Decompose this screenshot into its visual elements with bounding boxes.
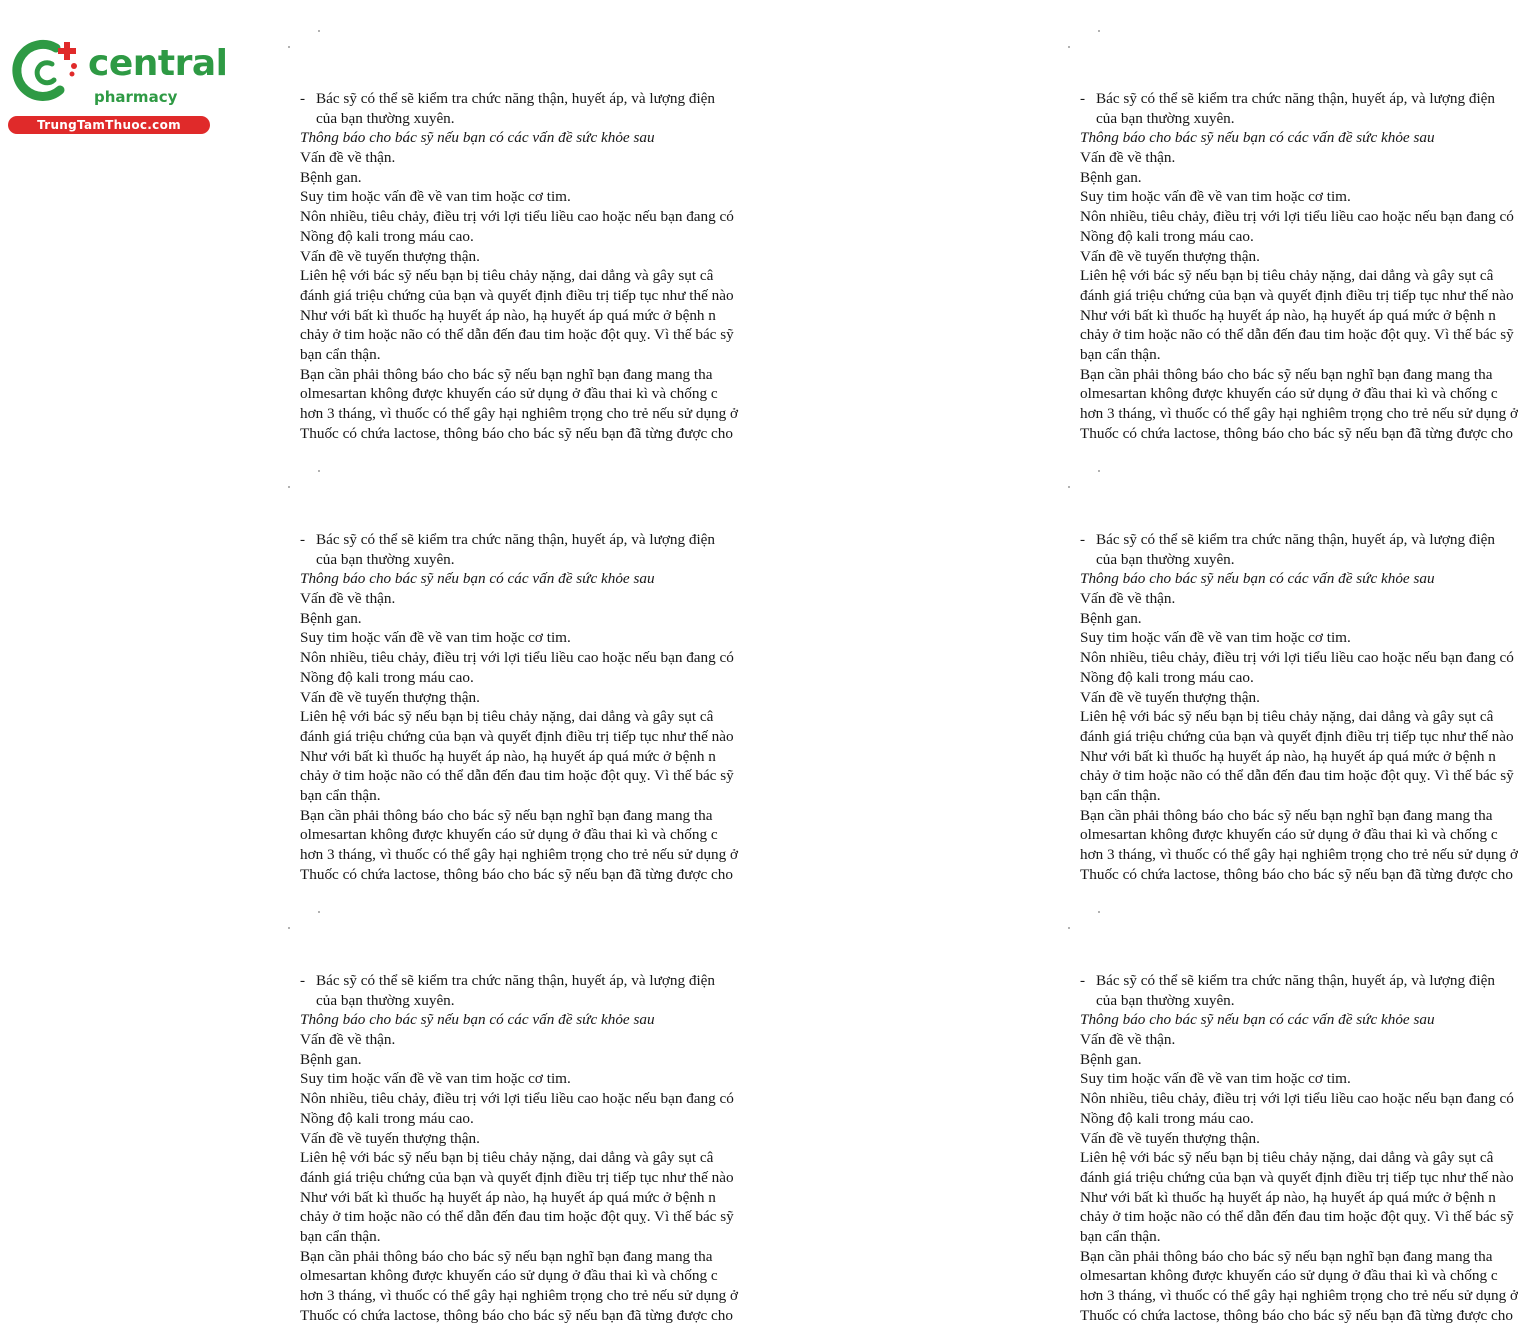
scan-speck — [1068, 486, 1070, 488]
document-line: Vấn đề về thận. — [300, 149, 396, 167]
document-line: Thuốc có chứa lactose, thông báo cho bác sỹ nếu bạn đã từng được cho — [1080, 424, 1513, 442]
document-line: Thuốc có chứa lactose, thông báo cho bác sỹ nếu bạn đã từng được cho — [300, 1306, 733, 1324]
document-line: chảy ở tim hoặc não có thể dẫn đến đau tim hoặc đột quỵ. Vì thế bác sỹ — [1080, 1208, 1514, 1226]
bullet-dash: - — [1080, 531, 1086, 548]
document-line: bạn cẩn thận. — [1080, 786, 1161, 804]
document-line: bạn cẩn thận. — [300, 786, 381, 804]
document-line: Bệnh gan. — [300, 609, 362, 627]
document-line: hơn 3 tháng, vì thuốc có thể gây hại nghiêm trọng cho trẻ nếu sử dụng ở — [1080, 405, 1518, 422]
document-line: hơn 3 tháng, vì thuốc có thể gây hại nghiêm trọng cho trẻ nếu sử dụng ở — [1080, 846, 1518, 863]
document-line: Thuốc có chứa lactose, thông báo cho bác sỹ nếu bạn đã từng được cho — [1080, 1306, 1513, 1324]
document-line: Như với bất kì thuốc hạ huyết áp nào, hạ huyết áp quá mức ở bệnh n — [300, 747, 716, 765]
document-line: Nôn nhiều, tiêu chảy, điều trị với lợi tiểu liều cao hoặc nếu bạn đang có — [300, 649, 734, 667]
document-line: Thông báo cho bác sỹ nếu bạn có các vấn đề sức khỏe sau — [1080, 1011, 1435, 1029]
brand-logo[interactable] — [8, 36, 228, 136]
document-line: Thông báo cho bác sỹ nếu bạn có các vấn đề sức khỏe sau — [1080, 570, 1435, 588]
document-line: Bệnh gan. — [1080, 1050, 1142, 1068]
document-line: Liên hệ với bác sỹ nếu bạn bị tiêu chảy nặng, dai dẳng và gây sụt câ — [1080, 1149, 1494, 1167]
document-line: Thông báo cho bác sỹ nếu bạn có các vấn đề sức khỏe sau — [300, 129, 655, 147]
document-line: của bạn thường xuyên. — [316, 991, 455, 1009]
document-line: Suy tim hoặc vấn đề về van tim hoặc cơ tim. — [1080, 629, 1351, 647]
logo-name: central — [88, 43, 228, 84]
document-line: Suy tim hoặc vấn đề về van tim hoặc cơ tim. — [300, 1070, 571, 1088]
document-line: Bệnh gan. — [1080, 609, 1142, 627]
document-line: Bệnh gan. — [300, 168, 362, 186]
document-line: olmesartan không được khuyến cáo sử dụng ở đầu thai kì và chống c — [300, 826, 718, 844]
document-line: bạn cẩn thận. — [300, 1227, 381, 1245]
document-line: Như với bất kì thuốc hạ huyết áp nào, hạ huyết áp quá mức ở bệnh n — [1080, 306, 1496, 324]
document-line: Bệnh gan. — [300, 1050, 362, 1068]
document-line: Bạn cần phải thông báo cho bác sỹ nếu bạn nghĩ bạn đang mang tha — [1080, 1247, 1493, 1265]
bullet-dash: - — [300, 90, 306, 107]
document-line: olmesartan không được khuyến cáo sử dụng ở đầu thai kì và chống c — [300, 385, 718, 403]
document-line: chảy ở tim hoặc não có thể dẫn đến đau tim hoặc đột quỵ. Vì thế bác sỹ — [1080, 326, 1514, 344]
document-line-text: Bác sỹ có thể sẽ kiểm tra chức năng thận, huyết áp, và lượng điện — [1096, 972, 1495, 989]
logo-website-badge[interactable]: TrungTamThuoc.com — [8, 116, 210, 134]
scan-speck — [1098, 911, 1100, 913]
logo-subtitle: pharmacy — [94, 88, 178, 106]
document-line: Như với bất kì thuốc hạ huyết áp nào, hạ huyết áp quá mức ở bệnh n — [1080, 747, 1496, 765]
document-line: Vấn đề về thận. — [1080, 149, 1176, 167]
scan-speck — [1068, 46, 1070, 48]
document-line: Nồng độ kali trong máu cao. — [1080, 227, 1254, 245]
document-block-3 — [300, 971, 782, 1331]
document-line: Suy tim hoặc vấn đề về van tim hoặc cơ tim. — [300, 188, 571, 206]
document-line: Thuốc có chứa lactose, thông báo cho bác sỹ nếu bạn đã từng được cho — [300, 424, 733, 442]
document-line: Vấn đề về tuyến thượng thận. — [1080, 688, 1260, 706]
scan-speck — [288, 46, 290, 48]
scan-speck — [1098, 30, 1100, 32]
document-line: hơn 3 tháng, vì thuốc có thể gây hại nghiêm trọng cho trẻ nếu sử dụng ở — [300, 846, 739, 863]
document-line: Thuốc có chứa lactose, thông báo cho bác sỹ nếu bạn đã từng được cho — [1080, 865, 1513, 883]
document-line: hơn 3 tháng, vì thuốc có thể gây hại nghiêm trọng cho trẻ nếu sử dụng ở — [300, 405, 739, 422]
document-line: Liên hệ với bác sỹ nếu bạn bị tiêu chảy nặng, dai dẳng và gây sụt câ — [1080, 267, 1494, 285]
document-line: Nồng độ kali trong máu cao. — [1080, 1109, 1254, 1127]
document-line — [300, 89, 782, 109]
document-line: Nôn nhiều, tiêu chảy, điều trị với lợi tiểu liều cao hoặc nếu bạn đang có — [1080, 649, 1514, 667]
bullet-dash: - — [300, 531, 306, 548]
document-line — [1080, 530, 1495, 550]
document-block-4 — [1080, 89, 1518, 449]
scan-speck — [288, 927, 290, 929]
scan-speck — [318, 911, 320, 913]
document-line: Vấn đề về thận. — [1080, 590, 1176, 608]
document-line: của bạn thường xuyên. — [1096, 109, 1235, 127]
document-line: Suy tim hoặc vấn đề về van tim hoặc cơ tim. — [1080, 1070, 1351, 1088]
document-line: Vấn đề về tuyến thượng thận. — [300, 247, 480, 265]
document-line: Bạn cần phải thông báo cho bác sỹ nếu bạn nghĩ bạn đang mang tha — [1080, 806, 1493, 824]
document-line: Vấn đề về tuyến thượng thận. — [300, 688, 480, 706]
scan-speck — [318, 30, 320, 32]
document-line: Nồng độ kali trong máu cao. — [300, 668, 474, 686]
document-block-5 — [1080, 530, 1518, 890]
document-line: Vấn đề về tuyến thượng thận. — [300, 1129, 480, 1147]
document-line: Bạn cần phải thông báo cho bác sỹ nếu bạn nghĩ bạn đang mang tha — [300, 1247, 713, 1265]
document-line: của bạn thường xuyên. — [1096, 991, 1235, 1009]
document-line: Liên hệ với bác sỹ nếu bạn bị tiêu chảy nặng, dai dẳng và gây sụt câ — [300, 267, 714, 285]
document-line: Nôn nhiều, tiêu chảy, điều trị với lợi tiểu liều cao hoặc nếu bạn đang có — [300, 208, 734, 226]
document-line: Nồng độ kali trong máu cao. — [300, 1109, 474, 1127]
document-line: Như với bất kì thuốc hạ huyết áp nào, hạ huyết áp quá mức ở bệnh n — [300, 306, 716, 324]
document-line: Như với bất kì thuốc hạ huyết áp nào, hạ huyết áp quá mức ở bệnh n — [1080, 1188, 1496, 1206]
document-line: Vấn đề về thận. — [1080, 1031, 1176, 1049]
document-line: của bạn thường xuyên. — [316, 550, 455, 568]
document-line: chảy ở tim hoặc não có thể dẫn đến đau tim hoặc đột quỵ. Vì thế bác sỹ — [300, 326, 734, 344]
document-line: Nồng độ kali trong máu cao. — [1080, 668, 1254, 686]
document-line: hơn 3 tháng, vì thuốc có thể gây hại nghiêm trọng cho trẻ nếu sử dụng ở — [300, 1287, 739, 1304]
bullet-dash: - — [300, 972, 306, 989]
document-line: Vấn đề về tuyến thượng thận. — [1080, 247, 1260, 265]
document-line: Nôn nhiều, tiêu chảy, điều trị với lợi tiểu liều cao hoặc nếu bạn đang có — [300, 1090, 734, 1108]
document-line: đánh giá triệu chứng của bạn và quyết định điều trị tiếp tục như thế nào — [300, 727, 734, 745]
document-line: Suy tim hoặc vấn đề về van tim hoặc cơ tim. — [300, 629, 571, 647]
scan-speck — [288, 486, 290, 488]
document-line: Nồng độ kali trong máu cao. — [300, 227, 474, 245]
scan-speck — [1068, 927, 1070, 929]
document-line-text: Bác sỹ có thể sẽ kiểm tra chức năng thận, huyết áp, và lượng điện — [1096, 531, 1495, 548]
document-line: Nôn nhiều, tiêu chảy, điều trị với lợi tiểu liều cao hoặc nếu bạn đang có — [1080, 1090, 1514, 1108]
document-line-text: Bác sỹ có thể sẽ kiểm tra chức năng thận, huyết áp, và lượng điện — [316, 90, 715, 107]
central-pharmacy-logo-icon — [12, 38, 84, 104]
scan-speck — [1098, 470, 1100, 472]
document-line: Suy tim hoặc vấn đề về van tim hoặc cơ tim. — [1080, 188, 1351, 206]
document-line: chảy ở tim hoặc não có thể dẫn đến đau tim hoặc đột quỵ. Vì thế bác sỹ — [300, 767, 734, 785]
document-line: Vấn đề về thận. — [300, 590, 396, 608]
document-block-6 — [1080, 971, 1518, 1331]
document-line — [300, 530, 782, 550]
document-line-text: Bác sỹ có thể sẽ kiểm tra chức năng thận, huyết áp, và lượng điện — [316, 972, 715, 989]
document-line: Vấn đề về thận. — [300, 1031, 396, 1049]
document-line: của bạn thường xuyên. — [1096, 550, 1235, 568]
document-line-text: Bác sỹ có thể sẽ kiểm tra chức năng thận, huyết áp, và lượng điện — [316, 531, 715, 548]
document-line — [1080, 971, 1495, 991]
document-line: đánh giá triệu chứng của bạn và quyết định điều trị tiếp tục như thế nào — [1080, 286, 1514, 304]
document-block-1 — [300, 89, 782, 449]
document-line: olmesartan không được khuyến cáo sử dụng ở đầu thai kì và chống c — [1080, 826, 1498, 844]
document-line: đánh giá triệu chứng của bạn và quyết định điều trị tiếp tục như thế nào — [300, 286, 734, 304]
scan-speck — [318, 470, 320, 472]
document-line: bạn cẩn thận. — [1080, 345, 1161, 363]
document-line: Thuốc có chứa lactose, thông báo cho bác sỹ nếu bạn đã từng được cho — [300, 865, 733, 883]
document-line: Thông báo cho bác sỹ nếu bạn có các vấn đề sức khỏe sau — [300, 1011, 655, 1029]
document-line — [1080, 89, 1495, 109]
document-line: Thông báo cho bác sỹ nếu bạn có các vấn đề sức khỏe sau — [300, 570, 655, 588]
document-line: olmesartan không được khuyến cáo sử dụng ở đầu thai kì và chống c — [1080, 385, 1498, 403]
document-line: bạn cẩn thận. — [1080, 1227, 1161, 1245]
document-line: Bệnh gan. — [1080, 168, 1142, 186]
document-line: Liên hệ với bác sỹ nếu bạn bị tiêu chảy nặng, dai dẳng và gây sụt câ — [300, 1149, 714, 1167]
document-line — [300, 971, 782, 991]
document-line: Vấn đề về tuyến thượng thận. — [1080, 1129, 1260, 1147]
document-line: Liên hệ với bác sỹ nếu bạn bị tiêu chảy nặng, dai dẳng và gây sụt câ — [1080, 708, 1494, 726]
document-line: Như với bất kì thuốc hạ huyết áp nào, hạ huyết áp quá mức ở bệnh n — [300, 1188, 716, 1206]
document-line-text: Bác sỹ có thể sẽ kiểm tra chức năng thận, huyết áp, và lượng điện — [1096, 90, 1495, 107]
document-line: Bạn cần phải thông báo cho bác sỹ nếu bạn nghĩ bạn đang mang tha — [300, 806, 713, 824]
document-line: của bạn thường xuyên. — [316, 109, 455, 127]
bullet-dash: - — [1080, 972, 1086, 989]
document-line: hơn 3 tháng, vì thuốc có thể gây hại nghiêm trọng cho trẻ nếu sử dụng ở — [1080, 1287, 1518, 1304]
document-line: đánh giá triệu chứng của bạn và quyết định điều trị tiếp tục như thế nào — [300, 1168, 734, 1186]
document-line: Liên hệ với bác sỹ nếu bạn bị tiêu chảy nặng, dai dẳng và gây sụt câ — [300, 708, 714, 726]
document-line: Thông báo cho bác sỹ nếu bạn có các vấn đề sức khỏe sau — [1080, 129, 1435, 147]
document-line: đánh giá triệu chứng của bạn và quyết định điều trị tiếp tục như thế nào — [1080, 1168, 1514, 1186]
document-line: olmesartan không được khuyến cáo sử dụng ở đầu thai kì và chống c — [300, 1267, 718, 1285]
document-line: chảy ở tim hoặc não có thể dẫn đến đau tim hoặc đột quỵ. Vì thế bác sỹ — [300, 1208, 734, 1226]
document-block-2 — [300, 530, 782, 890]
document-line: bạn cẩn thận. — [300, 345, 381, 363]
document-line: Bạn cần phải thông báo cho bác sỹ nếu bạn nghĩ bạn đang mang tha — [1080, 365, 1493, 383]
document-line: olmesartan không được khuyến cáo sử dụng ở đầu thai kì và chống c — [1080, 1267, 1498, 1285]
document-line: chảy ở tim hoặc não có thể dẫn đến đau tim hoặc đột quỵ. Vì thế bác sỹ — [1080, 767, 1514, 785]
bullet-dash: - — [1080, 90, 1086, 107]
document-line: Bạn cần phải thông báo cho bác sỹ nếu bạn nghĩ bạn đang mang tha — [300, 365, 713, 383]
document-line: đánh giá triệu chứng của bạn và quyết định điều trị tiếp tục như thế nào — [1080, 727, 1514, 745]
document-line: Nôn nhiều, tiêu chảy, điều trị với lợi tiểu liều cao hoặc nếu bạn đang có — [1080, 208, 1514, 226]
